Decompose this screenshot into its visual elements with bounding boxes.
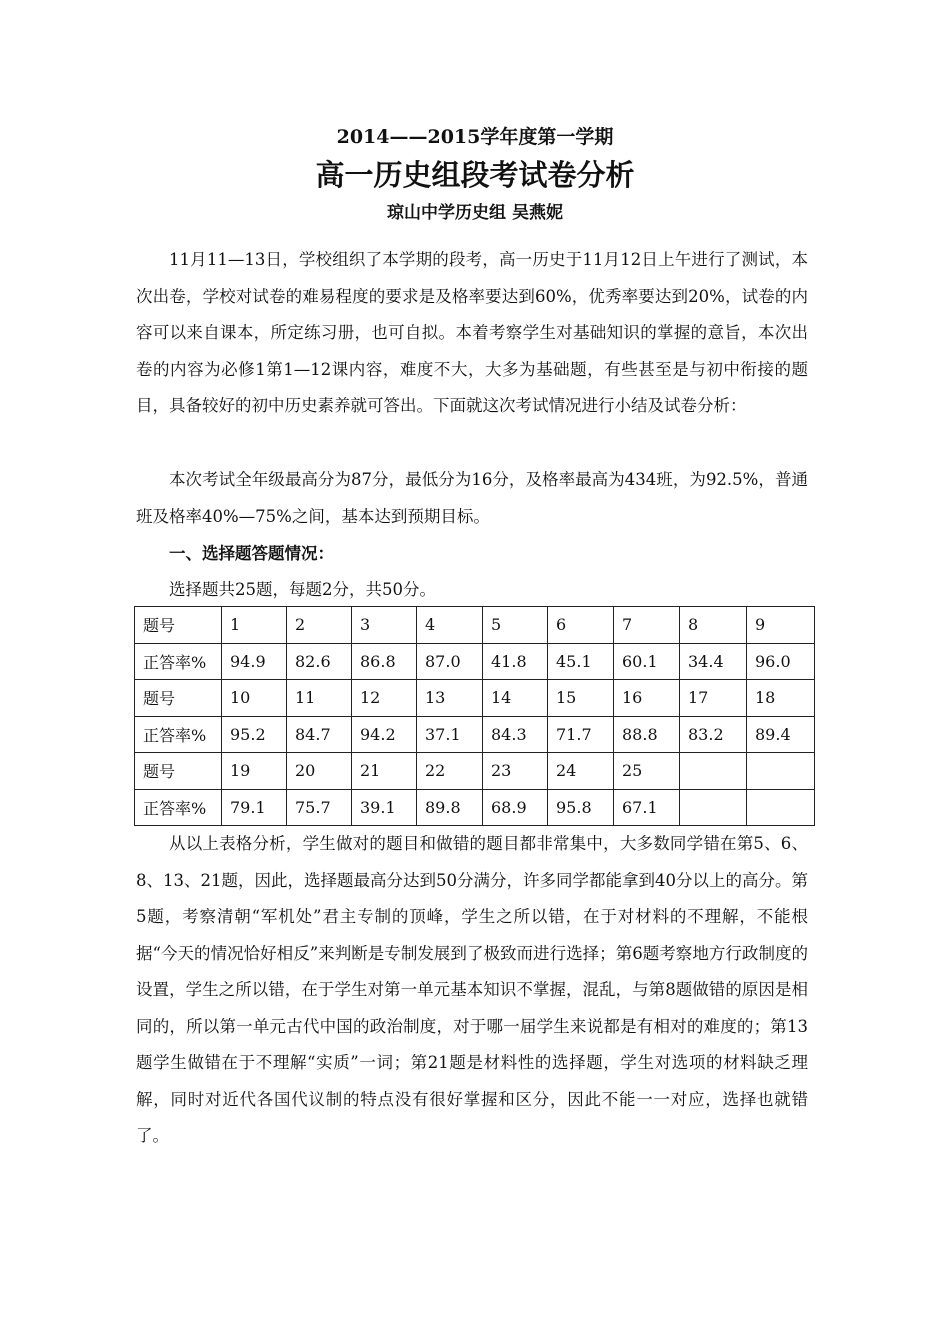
- table-row: [135, 789, 815, 826]
- table-cell: 71.7: [548, 716, 614, 753]
- table-cell: 25: [614, 753, 680, 790]
- table-cell: 84.7: [287, 716, 352, 753]
- table-cell: 86.8: [352, 643, 417, 680]
- table-cell: 9: [747, 607, 815, 644]
- section-heading-multiple-choice: 一、选择题答题情况：: [169, 544, 334, 563]
- table-cell: 37.1: [417, 716, 483, 753]
- table-cell: 19: [222, 753, 287, 790]
- table-row-header: 正答率%: [135, 789, 222, 826]
- table-cell: [747, 753, 815, 790]
- table-cell: 4: [417, 607, 483, 644]
- table-cell: 18: [747, 680, 815, 717]
- table-cell: 23: [483, 753, 548, 790]
- table-cell: 94.9: [222, 643, 287, 680]
- table-cell: 34.4: [680, 643, 747, 680]
- table-row-header: 题号: [135, 607, 222, 644]
- table-cell: 21: [352, 753, 417, 790]
- table-cell: 82.6: [287, 643, 352, 680]
- table-cell: 45.1: [548, 643, 614, 680]
- table-cell: 17: [680, 680, 747, 717]
- table-row-header: 正答率%: [135, 716, 222, 753]
- table-cell: 39.1: [352, 789, 417, 826]
- intro-paragraph: 11月11—13日，学校组织了本学期的段考，高一历史于11月12日上午进行了测试，本次出卷，学校对试卷的难易程度的要求是及格率要达到60%，优秀率要达到20%，试卷的内容可以来自课本，所定练习册，也可自拟。本着考察学生对基础知识的掌握的意旨，本次出卷的内容为必修1第1—12课内容，难度不大，大多为基础题，有些甚至是与初中衔接的题目，具备较好的初中历史素养就可答出。下面就这次考试情况进行小结及试卷分析：: [136, 250, 808, 415]
- table-cell: 5: [483, 607, 548, 644]
- table-row-header: 题号: [135, 680, 222, 717]
- table-cell: 7: [614, 607, 680, 644]
- table-cell: 24: [548, 753, 614, 790]
- table-cell: [680, 753, 747, 790]
- table-cell: 60.1: [614, 643, 680, 680]
- table-cell: 16: [614, 680, 680, 717]
- document-title: 高一历史组段考试卷分析: [315, 158, 635, 192]
- table-cell: 87.0: [417, 643, 483, 680]
- table-cell: 41.8: [483, 643, 548, 680]
- table-row: [135, 753, 815, 790]
- table-cell: 94.2: [352, 716, 417, 753]
- table-cell: 6: [548, 607, 614, 644]
- table-cell: 89.8: [417, 789, 483, 826]
- table-cell: 2: [287, 607, 352, 644]
- table-cell: 1: [222, 607, 287, 644]
- table-cell: 95.8: [548, 789, 614, 826]
- table-cell: 68.9: [483, 789, 548, 826]
- table-cell: 3: [352, 607, 417, 644]
- table-cell: 14: [483, 680, 548, 717]
- table-cell: 11: [287, 680, 352, 717]
- table-cell: 67.1: [614, 789, 680, 826]
- table-cell: 95.2: [222, 716, 287, 753]
- table-cell: 10: [222, 680, 287, 717]
- table-cell: 20: [287, 753, 352, 790]
- table-row: [135, 607, 815, 644]
- document-author: 琼山中学历史组 吴燕妮: [387, 203, 563, 223]
- table-cell: [747, 789, 815, 826]
- table-cell: 13: [417, 680, 483, 717]
- table-cell: 15: [548, 680, 614, 717]
- document-term-title: 2014——2015学年度第一学期: [336, 126, 614, 148]
- table-cell: 79.1: [222, 789, 287, 826]
- table-cell: 84.3: [483, 716, 548, 753]
- table-row: [135, 680, 815, 717]
- table-cell: 12: [352, 680, 417, 717]
- table-row-header: 正答率%: [135, 643, 222, 680]
- table-cell: 88.8: [614, 716, 680, 753]
- results-paragraph: 本次考试全年级最高分为87分，最低分为16分，及格率最高为434班，为92.5%，普通班及格率40%—75%之间，基本达到预期目标。: [136, 470, 808, 526]
- table-cell: 8: [680, 607, 747, 644]
- analysis-paragraph: 从以上表格分析，学生做对的题目和做错的题目都非常集中，大多数同学错在第5、6、8、13、21题，因此，选择题最高分达到50分满分，许多同学都能拿到40分以上的高分。第5题，考察清朝“军机处”君主专制的顶峰，学生之所以错，在于对材料的不理解，不能根据“今天的情况恰好相反”来判断是专制发展到了极致而进行选择；第6题考察地方行政制度的设置，学生之所以错，在于学生对第一单元基本知识不掌握，混乱，与第8题做错的原因是相同的，所以第一单元古代中国的政治制度，对于哪一届学生来说都是有相对的难度的；第13题学生做错在于不理解“实质”一词；第21题是材料性的选择题，学生对选项的材料缺乏理解，同时对近代各国代议制的特点没有很好掌握和区分，因此不能一一对应，选择也就错了。: [136, 834, 808, 1145]
- accuracy-table: [134, 606, 815, 826]
- section-intro: 选择题共25题，每题2分，共50分。: [169, 580, 436, 599]
- table-cell: 22: [417, 753, 483, 790]
- table-cell: 83.2: [680, 716, 747, 753]
- table-row: [135, 716, 815, 753]
- table-cell: 96.0: [747, 643, 815, 680]
- table-row-header: 题号: [135, 753, 222, 790]
- table-cell: 75.7: [287, 789, 352, 826]
- table-row: [135, 643, 815, 680]
- table-cell: [680, 789, 747, 826]
- table-cell: 89.4: [747, 716, 815, 753]
